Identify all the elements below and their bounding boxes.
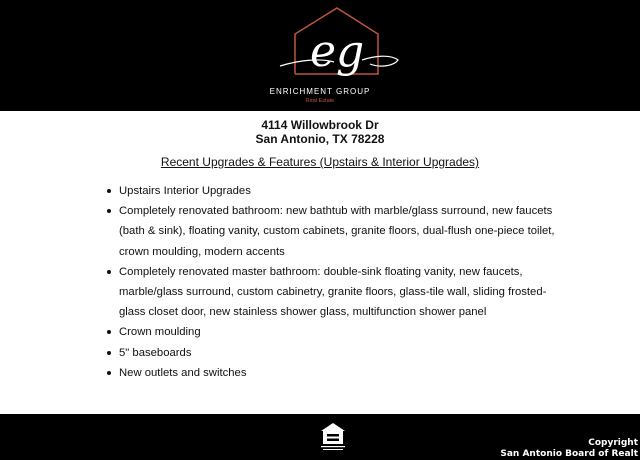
list-item: New outlets and switches [119, 363, 559, 383]
brand-name: ENRICHMENT GROUP [269, 87, 371, 96]
header-banner [0, 0, 640, 111]
equal-housing-opportunity-icon [320, 422, 346, 452]
brand-tagline: Real Estate [305, 98, 335, 104]
list-item: Completely renovated bathroom: new bathtub with marble/glass surround, new faucets (bath & sink), floating vanity, custom cabinets, granite floors, dual-flush one-piece toilet, crown moulding, modern accents [119, 201, 559, 262]
section-title: Recent Upgrades & Features (Upstairs & Interior Upgrades) [160, 155, 480, 169]
copyright-notice [500, 438, 638, 460]
list-item: Completely renovated master bathroom: double-sink floating vanity, new faucets, marble/glass surround, custom cabinetry, granite floors, glass-tile wall, sliding frosted-glass closet door, new stainless shower glass, multifunction shower panel [119, 262, 559, 323]
address-street: 4114 Willowbrook Dr [261, 118, 379, 132]
features-list [119, 181, 559, 383]
list-item: Upstairs Interior Upgrades [119, 181, 559, 201]
copyright-line2: San Antonio Board of Realt [500, 449, 638, 459]
list-item: Crown moulding [119, 322, 559, 342]
footer-banner [0, 414, 640, 460]
address-city-line: San Antonio, TX 78228 [255, 132, 385, 146]
property-address [0, 118, 640, 146]
logo-monogram: eg [310, 26, 365, 77]
copyright-line1: Copyright [588, 438, 638, 448]
list-item: 5" baseboards [119, 343, 559, 363]
